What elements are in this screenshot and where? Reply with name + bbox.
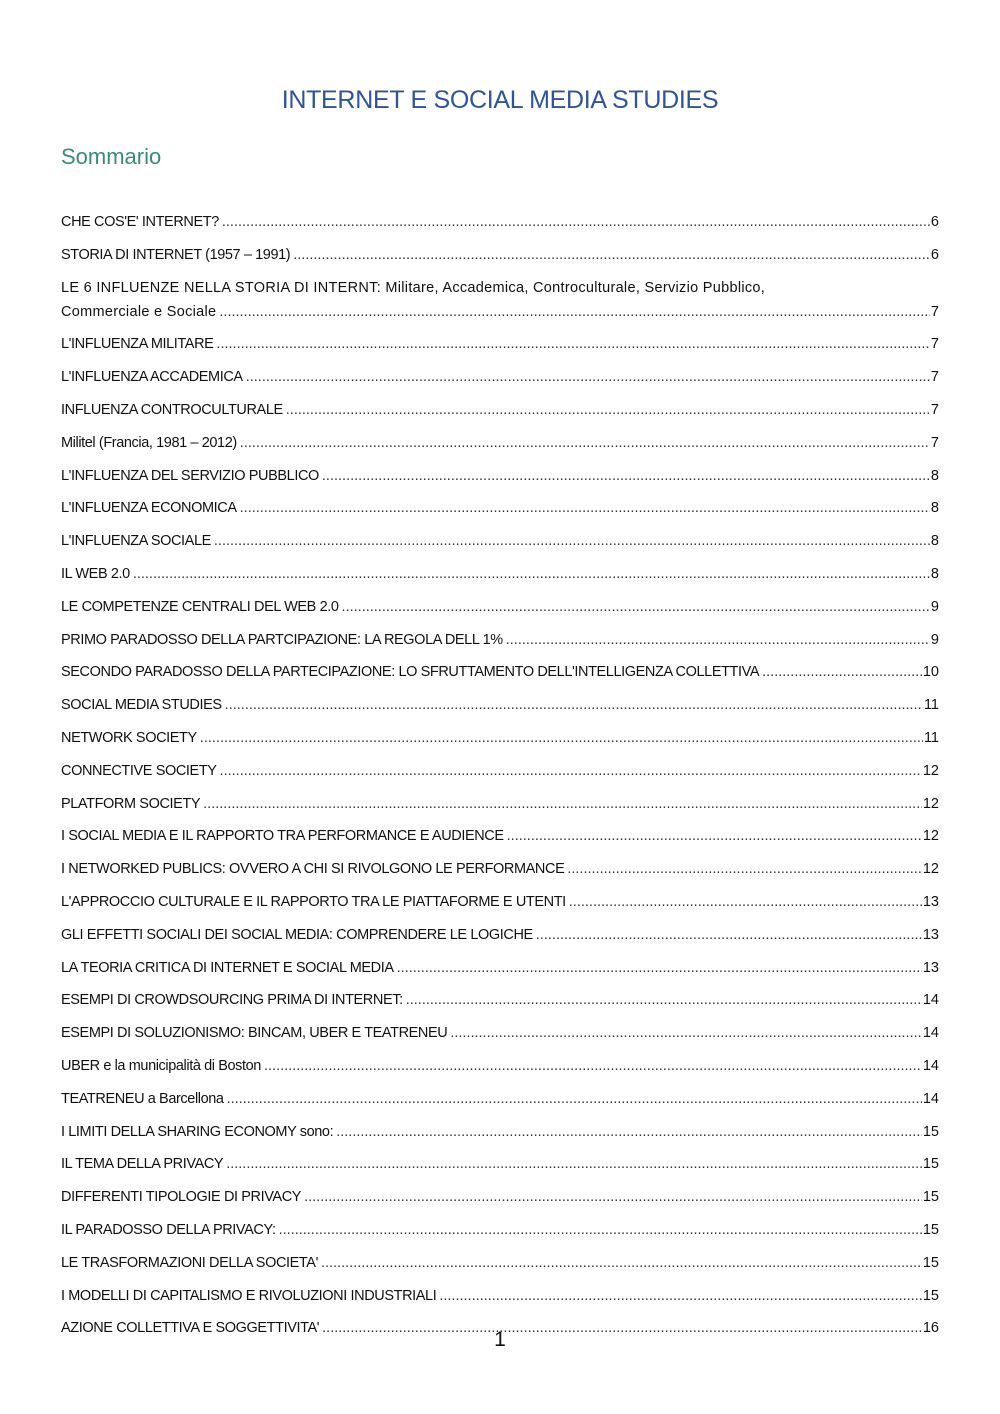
toc-entry-label-continued: Commerciale e Sociale bbox=[61, 303, 217, 320]
toc-entry[interactable] bbox=[61, 332, 939, 356]
toc-entry-label: LE TRASFORMAZIONI DELLA SOCIETA' bbox=[61, 1254, 318, 1271]
toc-dot-leader bbox=[304, 1185, 922, 1209]
toc-entry-label: DIFFERENTI TIPOLOGIE DI PRIVACY bbox=[61, 1189, 302, 1206]
toc-dot-leader bbox=[336, 1120, 922, 1144]
toc-entry-page: 12 bbox=[922, 795, 939, 812]
toc-entry-label: I MODELLI DI CAPITALISMO E RIVOLUZIONI INDUSTRIALI bbox=[61, 1287, 437, 1304]
toc-entry-page: 15 bbox=[922, 1189, 939, 1206]
toc-entry-label: L'INFLUENZA SOCIALE bbox=[61, 533, 211, 550]
toc-entry[interactable] bbox=[61, 365, 939, 389]
toc-entry-label: PLATFORM SOCIETY bbox=[61, 795, 201, 812]
toc-dot-leader bbox=[246, 365, 930, 389]
toc-heading: Sommario bbox=[61, 144, 162, 169]
toc-dot-leader bbox=[220, 759, 922, 783]
toc-entry-label: TEATRENEU a Barcellona bbox=[61, 1090, 224, 1107]
toc-dot-leader bbox=[214, 529, 930, 553]
toc-dot-leader bbox=[286, 398, 930, 422]
toc-entry[interactable] bbox=[61, 529, 939, 553]
toc-entry[interactable] bbox=[61, 824, 939, 848]
toc-entry-page: 13 bbox=[922, 959, 939, 976]
toc-entry-label: L'INFLUENZA ACCADEMICA bbox=[61, 369, 243, 386]
toc-dot-leader bbox=[536, 923, 922, 947]
toc-dot-leader bbox=[226, 1152, 922, 1176]
toc-dot-leader bbox=[240, 431, 930, 455]
toc-entry[interactable] bbox=[61, 1087, 939, 1111]
toc-entry-label: SECONDO PARADOSSO DELLA PARTECIPAZIONE: LO SFRUTTAMENTO DELL'INTELLIGENZA COLLETTIVA bbox=[61, 664, 760, 681]
toc-dot-leader bbox=[322, 464, 930, 488]
toc-entry-label: L'INFLUENZA DEL SERVIZIO PUBBLICO bbox=[61, 467, 319, 484]
toc-entry-label: INFLUENZA CONTROCULTURALE bbox=[61, 401, 283, 418]
toc-dot-leader bbox=[569, 890, 922, 914]
toc-entry[interactable] bbox=[61, 398, 939, 422]
toc-entry-page: 9 bbox=[930, 598, 939, 615]
toc-entry[interactable] bbox=[61, 1185, 939, 1209]
toc-entry-page: 9 bbox=[930, 631, 939, 648]
toc-entry[interactable] bbox=[61, 628, 939, 652]
toc-entry-page: 15 bbox=[922, 1287, 939, 1304]
toc-entry[interactable] bbox=[61, 1284, 939, 1308]
toc-dot-leader bbox=[321, 1251, 922, 1275]
toc-entry-page: 10 bbox=[922, 664, 939, 681]
toc-dot-leader bbox=[216, 332, 930, 356]
toc-entry-label: CHE COS'E' INTERNET? bbox=[61, 214, 219, 230]
toc-entry-label: L'APPROCCIO CULTURALE E IL RAPPORTO TRA LE PIATTAFORME E UTENTI bbox=[61, 893, 566, 910]
toc-dot-leader bbox=[227, 1087, 922, 1111]
toc-entry[interactable] bbox=[61, 1152, 939, 1176]
toc-entry[interactable] bbox=[61, 1021, 939, 1045]
toc-dot-leader bbox=[506, 628, 930, 652]
toc-entry[interactable] bbox=[61, 464, 939, 488]
toc-entry[interactable] bbox=[61, 1251, 939, 1275]
toc-entry-page: 8 bbox=[930, 565, 939, 582]
toc-dot-leader bbox=[507, 824, 922, 848]
toc-entry-label: I LIMITI DELLA SHARING ECONOMY sono: bbox=[61, 1123, 334, 1140]
toc-dot-leader bbox=[219, 300, 930, 324]
toc-entry-label: I NETWORKED PUBLICS: OVVERO A CHI SI RIVOLGONO LE PERFORMANCE bbox=[61, 861, 565, 878]
toc-dot-leader bbox=[203, 792, 922, 816]
toc-entry-page: 14 bbox=[922, 1025, 939, 1042]
toc-dot-leader bbox=[342, 595, 930, 619]
toc-dot-leader bbox=[397, 956, 922, 980]
toc-entry-label: LE 6 INFLUENZE NELLA STORIA DI INTERNT: Militare, Accademica, Controculturale, Servizio Pubblico, bbox=[61, 279, 766, 296]
toc-entry-page: 12 bbox=[922, 861, 939, 878]
toc-entry-page: 11 bbox=[923, 729, 939, 746]
toc-entry-label: IL PARADOSSO DELLA PRIVACY: bbox=[61, 1221, 276, 1238]
toc-entry[interactable] bbox=[61, 595, 939, 619]
toc-entry-label: UBER e la municipalità di Boston bbox=[61, 1057, 261, 1074]
toc-dot-leader bbox=[264, 1054, 922, 1078]
toc-entry[interactable] bbox=[61, 988, 939, 1012]
toc-entry[interactable] bbox=[61, 890, 939, 914]
toc-entry-page: 13 bbox=[922, 893, 939, 910]
toc-dot-leader bbox=[406, 988, 922, 1012]
toc-entry-label: IL WEB 2.0 bbox=[61, 565, 130, 582]
toc-entry[interactable] bbox=[61, 1218, 939, 1242]
toc-dot-leader bbox=[222, 210, 930, 234]
toc-entry-page: 15 bbox=[922, 1156, 939, 1173]
toc-entry[interactable] bbox=[61, 660, 939, 684]
toc-entry-page: 6 bbox=[930, 246, 939, 263]
toc-entry[interactable] bbox=[61, 857, 939, 881]
toc-dot-leader bbox=[279, 1218, 922, 1242]
toc-entry-page: 8 bbox=[930, 500, 939, 517]
document-title: INTERNET E SOCIAL MEDIA STUDIES bbox=[281, 86, 719, 114]
toc-entry-page: 15 bbox=[922, 1123, 939, 1140]
toc-dot-leader bbox=[133, 562, 930, 586]
toc-entry[interactable] bbox=[61, 276, 939, 324]
toc-entry[interactable] bbox=[61, 759, 939, 783]
toc-entry[interactable] bbox=[61, 431, 939, 455]
toc-entry-label: SOCIAL MEDIA STUDIES bbox=[61, 697, 222, 714]
toc-dot-leader bbox=[225, 693, 923, 717]
toc-entry-page: 7 bbox=[930, 369, 939, 386]
toc-entry-page: 11 bbox=[923, 697, 939, 714]
toc-entry-page: 16 bbox=[922, 1320, 939, 1337]
toc-entry-label: L'INFLUENZA MILITARE bbox=[61, 336, 214, 353]
toc-entry-page: 13 bbox=[922, 926, 939, 943]
toc-entry-page: 7 bbox=[930, 336, 939, 353]
toc-entry-page: 12 bbox=[922, 828, 939, 845]
toc-dot-leader bbox=[439, 1284, 922, 1308]
toc-entry-page: 8 bbox=[930, 467, 939, 484]
toc-entry-page: 7 bbox=[930, 434, 939, 451]
toc-dot-leader bbox=[240, 496, 930, 520]
toc-entry-label: PRIMO PARADOSSO DELLA PARTCIPAZIONE: LA REGOLA DELL 1% bbox=[61, 631, 503, 648]
toc-entry-page: 15 bbox=[922, 1221, 939, 1238]
toc-entry-label: LA TEORIA CRITICA DI INTERNET E SOCIAL MEDIA bbox=[61, 959, 394, 976]
toc-dot-leader bbox=[762, 660, 922, 684]
toc-entry[interactable] bbox=[61, 496, 939, 520]
toc-entry-label: ESEMPI DI CROWDSOURCING PRIMA DI INTERNET: bbox=[61, 992, 403, 1009]
toc-entry-label: CONNECTIVE SOCIETY bbox=[61, 762, 217, 779]
toc-entry-label: AZIONE COLLETTIVA E SOGGETTIVITA' bbox=[61, 1320, 320, 1337]
toc-entry[interactable] bbox=[61, 726, 939, 750]
toc-entry[interactable] bbox=[61, 1054, 939, 1078]
toc-entry-label: IL TEMA DELLA PRIVACY bbox=[61, 1156, 224, 1173]
toc-entry-label: I SOCIAL MEDIA E IL RAPPORTO TRA PERFORMANCE E AUDIENCE bbox=[61, 828, 504, 845]
toc-entry-page: 7 bbox=[930, 303, 939, 320]
toc-entry[interactable] bbox=[61, 956, 939, 980]
toc-entry[interactable] bbox=[61, 243, 939, 267]
page-number: 1 bbox=[494, 1328, 506, 1351]
toc-dot-leader bbox=[200, 726, 923, 750]
toc-entry[interactable] bbox=[61, 792, 939, 816]
toc-entry-page: 8 bbox=[930, 533, 939, 550]
toc-entry-label: STORIA DI INTERNET (1957 – 1991) bbox=[61, 246, 291, 263]
toc-entry-page: 6 bbox=[930, 214, 939, 230]
toc-entry[interactable] bbox=[61, 562, 939, 586]
toc-entry-label: LE COMPETENZE CENTRALI DEL WEB 2.0 bbox=[61, 598, 339, 615]
toc-entry-page: 12 bbox=[922, 762, 939, 779]
toc-entry-label: GLI EFFETTI SOCIALI DEI SOCIAL MEDIA: COMPRENDERE LE LOGICHE bbox=[61, 926, 533, 943]
toc-entry[interactable] bbox=[61, 1120, 939, 1144]
toc-dot-leader bbox=[567, 857, 922, 881]
toc-entry-page: 7 bbox=[930, 401, 939, 418]
toc-dot-leader bbox=[293, 243, 930, 267]
table-of-contents bbox=[61, 210, 939, 1349]
toc-entry-page: 14 bbox=[922, 1090, 939, 1107]
toc-entry-label: NETWORK SOCIETY bbox=[61, 729, 197, 746]
toc-entry-page: 14 bbox=[922, 992, 939, 1009]
toc-entry-label: ESEMPI DI SOLUZIONISMO: BINCAM, UBER E TEATRENEU bbox=[61, 1025, 448, 1042]
toc-entry-label: Militel (Francia, 1981 – 2012) bbox=[61, 434, 237, 451]
toc-entry-label: L'INFLUENZA ECONOMICA bbox=[61, 500, 237, 517]
toc-entry-page: 14 bbox=[922, 1057, 939, 1074]
toc-entry[interactable] bbox=[61, 210, 939, 234]
toc-entry[interactable] bbox=[61, 923, 939, 947]
toc-entry[interactable] bbox=[61, 693, 939, 717]
toc-dot-leader bbox=[450, 1021, 922, 1045]
toc-entry-page: 15 bbox=[922, 1254, 939, 1271]
